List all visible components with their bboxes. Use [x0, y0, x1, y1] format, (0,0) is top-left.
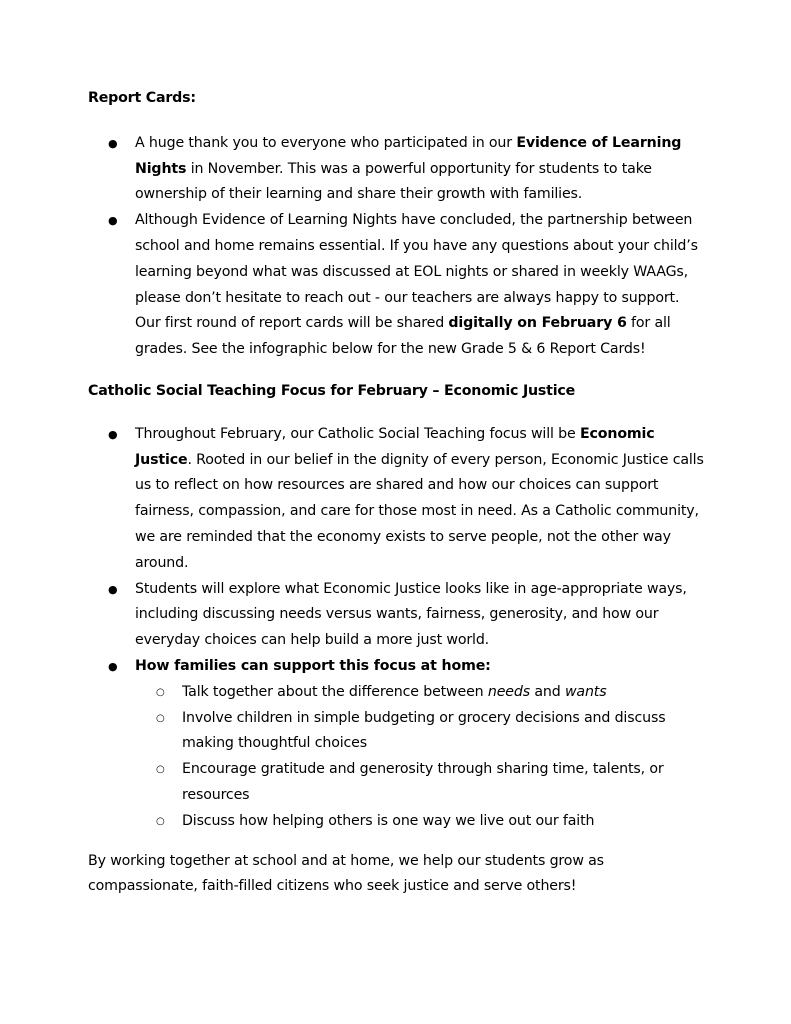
bold-text: Economic Justice: [135, 425, 655, 468]
list-item: [135, 680, 708, 706]
list-item: ○ Encourage gratitude and generosity through sharing time, talents, or resources: [135, 757, 708, 809]
list-item: [88, 422, 708, 577]
text-run: Throughout February, our Catholic Social Teaching focus will be: [135, 425, 580, 442]
list-item: ○ Discuss how helping others is one way we live out our faith: [135, 809, 708, 835]
report-cards-list: [88, 131, 708, 363]
list-item: [88, 131, 708, 208]
italic-text: needs: [487, 683, 530, 700]
text-run: . Rooted in our belief in the dignity of every person, Economic Justice calls us to reflect on how resources are shared and how our choices can support fairness, compassion, and care for those most in need. As a Catholic community, we are reminded that the economy exists to serve people, not the other way around.: [135, 451, 704, 571]
family-support-list: [135, 680, 708, 835]
list-item: ● Students will explore what Economic Justice looks like in age-appropriate ways, including discussing needs versus wants, fairness, generosity, and how our everyday choices can help build a more just world.: [88, 577, 708, 654]
cst-list: [88, 422, 708, 835]
text-run: A huge thank you to everyone who participated in our: [135, 134, 517, 151]
bold-text: How families can support this focus at home:: [135, 657, 491, 674]
closing-paragraph: By working together at school and at home, we help our students grow as compassionate, faith-filled citizens who seek justice and serve others!: [88, 852, 604, 895]
cst-heading: Catholic Social Teaching Focus for February – Economic Justice: [88, 382, 576, 399]
list-item: ○ Involve children in simple budgeting or grocery decisions and discuss making thoughtful choices: [135, 706, 708, 758]
list-item: [88, 654, 708, 835]
text-run: Although Evidence of Learning Nights have concluded, the partnership between school and home remains essential. If you have any questions about your child’s learning beyond what was discussed at EOL nights or shared in weekly WAAGs, please don’t hesitate to reach out - our teachers are always happy to support. Our first round of report cards will be shared: [135, 212, 698, 332]
newsletter-page: [88, 86, 708, 900]
text-run: for all grades. See the infographic below for the new Grade 5 & 6 Report Cards!: [135, 315, 671, 358]
list-item: [88, 208, 708, 363]
bold-text: Evidence of Learning Nights: [135, 134, 682, 177]
text-run: Talk together about the difference between: [182, 683, 488, 700]
text-run: and: [529, 683, 565, 700]
text-run: in November. This was a powerful opportunity for students to take ownership of their learning and share their growth with families.: [135, 160, 652, 203]
report-cards-heading: Report Cards:: [88, 90, 196, 106]
bold-text: digitally on February 6: [448, 315, 627, 332]
italic-text: wants: [564, 683, 607, 700]
